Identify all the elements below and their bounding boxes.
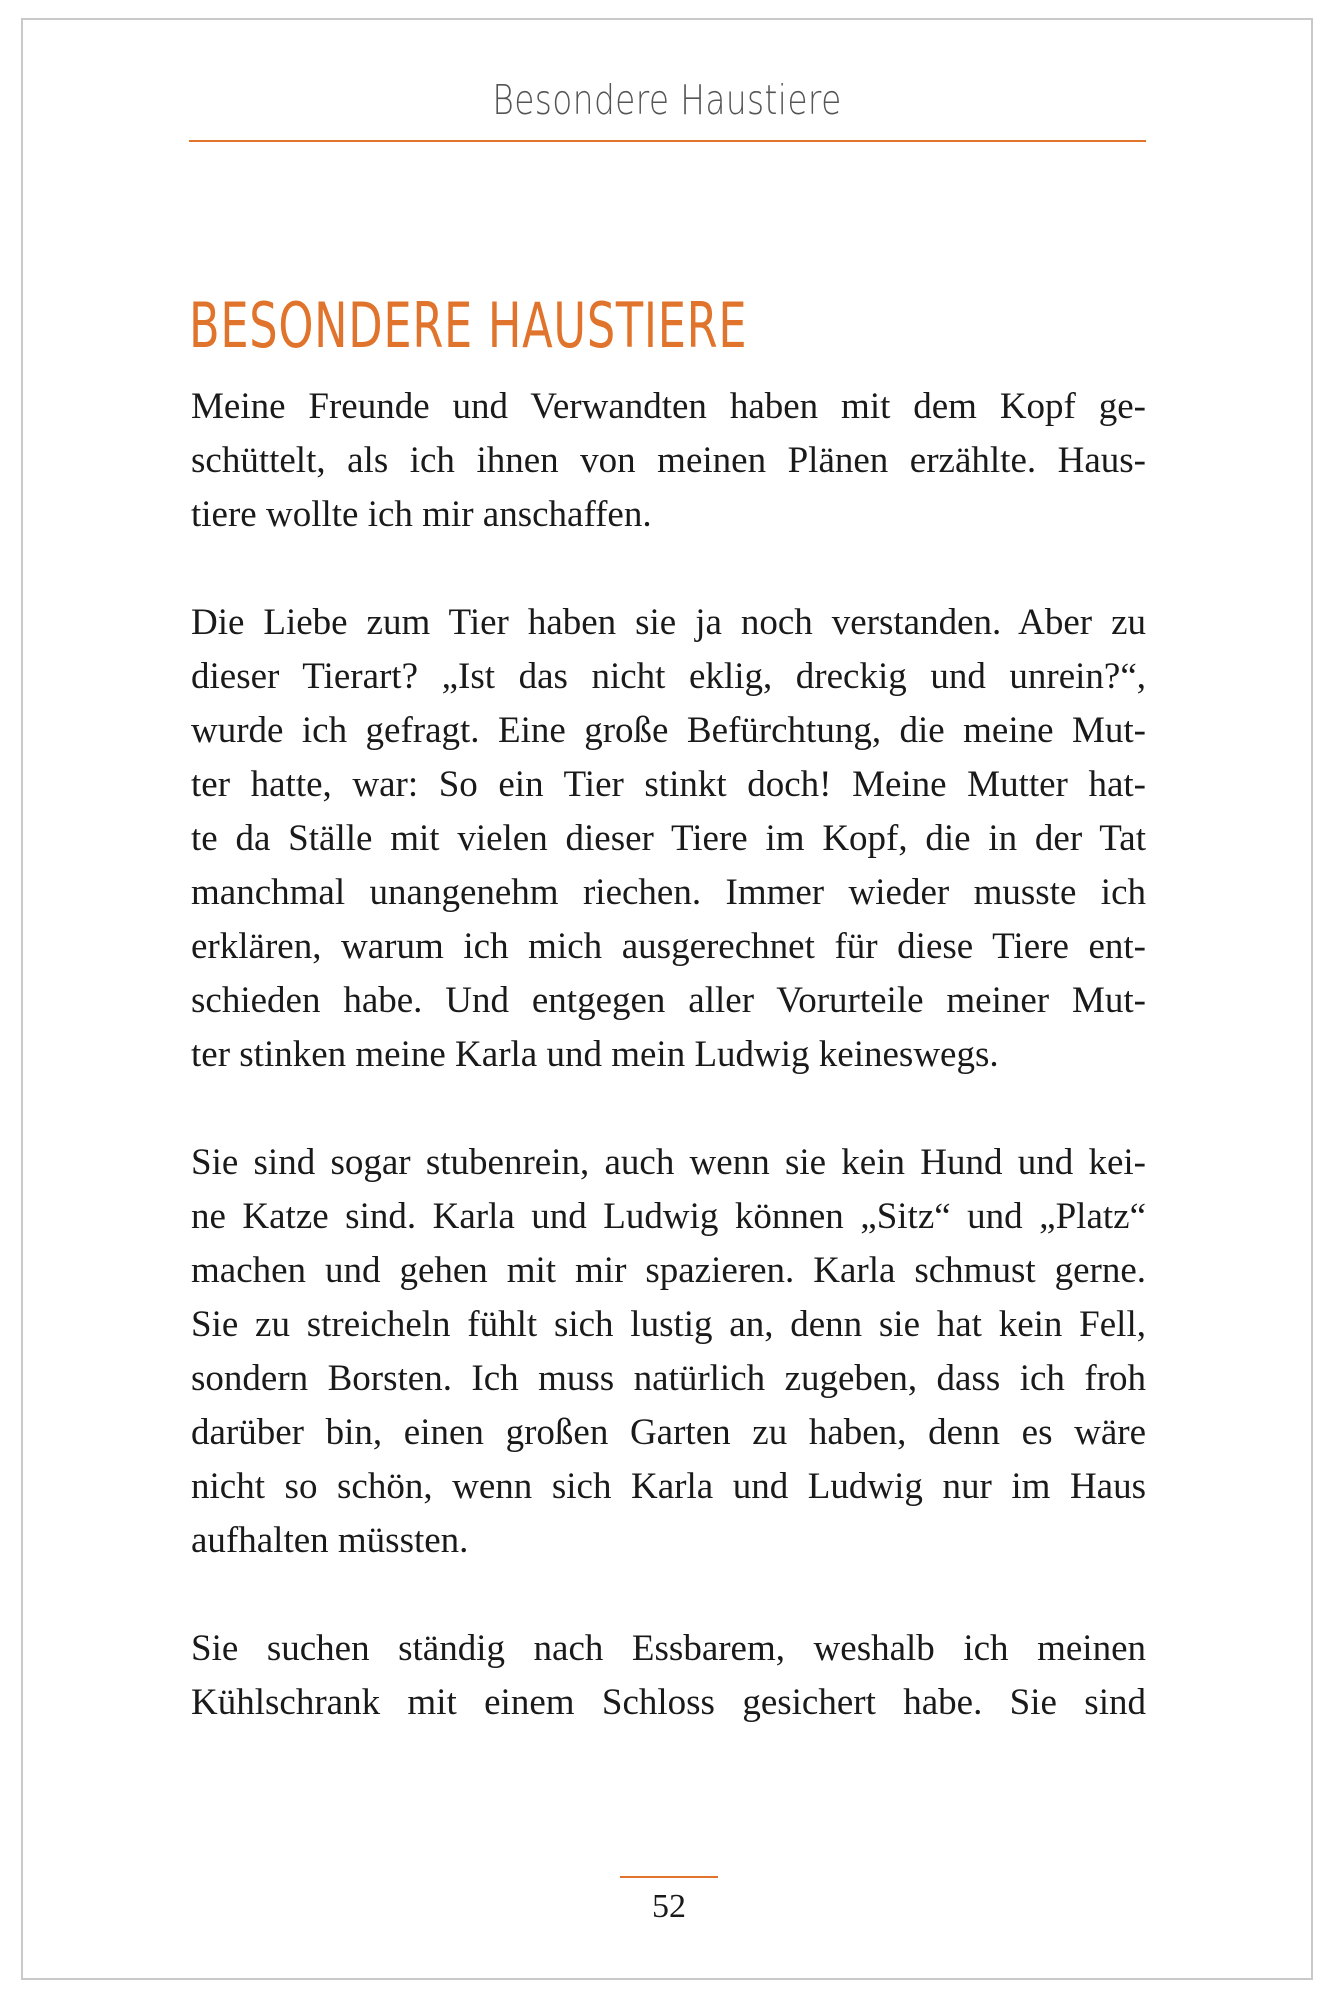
text-line: schüttelt, als ich ihnen von meinen Plänen erzählte. Haus- bbox=[191, 440, 1146, 481]
text-line: Meine Freunde und Verwandten haben mit dem Kopf ge- bbox=[191, 386, 1146, 427]
paragraph-4 bbox=[191, 1622, 1146, 1730]
text-line: Sie suchen ständig nach Essbarem, weshalb ich meinen bbox=[191, 1628, 1146, 1669]
chapter-title: BESONDERE HAUSTIERE bbox=[189, 288, 748, 362]
body-text bbox=[191, 380, 1146, 1784]
running-header: Besondere Haustiere bbox=[492, 76, 842, 124]
text-line: Sie zu streicheln fühlt sich lustig an, denn sie hat kein Fell, bbox=[191, 1304, 1146, 1345]
text-line: nicht so schön, wenn sich Karla und Ludwig nur im Haus bbox=[191, 1466, 1146, 1507]
text-line: Die Liebe zum Tier haben sie ja noch verstanden. Aber zu bbox=[191, 602, 1146, 643]
text-line: wurde ich gefragt. Eine große Befürchtung, die meine Mut- bbox=[191, 710, 1146, 751]
text-line: sondern Borsten. Ich muss natürlich zugeben, dass ich froh bbox=[191, 1358, 1146, 1399]
text-line: erklären, warum ich mich ausgerechnet für diese Tiere ent- bbox=[191, 926, 1146, 967]
paragraph-2 bbox=[191, 596, 1146, 1082]
footer-divider bbox=[620, 1876, 718, 1878]
text-line: ter stinken meine Karla und mein Ludwig keineswegs. bbox=[191, 1034, 999, 1075]
text-line: ter hatte, war: So ein Tier stinkt doch! Meine Mutter hat- bbox=[191, 764, 1146, 805]
paragraph-3 bbox=[191, 1136, 1146, 1568]
text-line: Sie sind sogar stubenrein, auch wenn sie kein Hund und kei- bbox=[191, 1142, 1146, 1183]
header-divider bbox=[189, 140, 1146, 142]
text-line: schieden habe. Und entgegen aller Vorurteile meiner Mut- bbox=[191, 980, 1146, 1021]
text-line: ne Katze sind. Karla und Ludwig können „Sitz“ und „Platz“ bbox=[191, 1196, 1146, 1237]
text-line: manchmal unangenehm riechen. Immer wieder musste ich bbox=[191, 872, 1146, 913]
text-line: dieser Tierart? „Ist das nicht eklig, dreckig und unrein?“, bbox=[191, 656, 1146, 697]
text-line: darüber bin, einen großen Garten zu haben, denn es wäre bbox=[191, 1412, 1146, 1453]
text-line: machen und gehen mit mir spazieren. Karla schmust gerne. bbox=[191, 1250, 1146, 1291]
text-line: tiere wollte ich mir anschaffen. bbox=[191, 494, 652, 535]
text-line: Kühlschrank mit einem Schloss gesichert habe. Sie sind bbox=[191, 1682, 1146, 1723]
paragraph-1 bbox=[191, 380, 1146, 542]
text-line: aufhalten müssten. bbox=[191, 1520, 469, 1561]
page-number: 52 bbox=[652, 1888, 686, 1925]
text-line: te da Ställe mit vielen dieser Tiere im Kopf, die in der Tat bbox=[191, 818, 1146, 859]
